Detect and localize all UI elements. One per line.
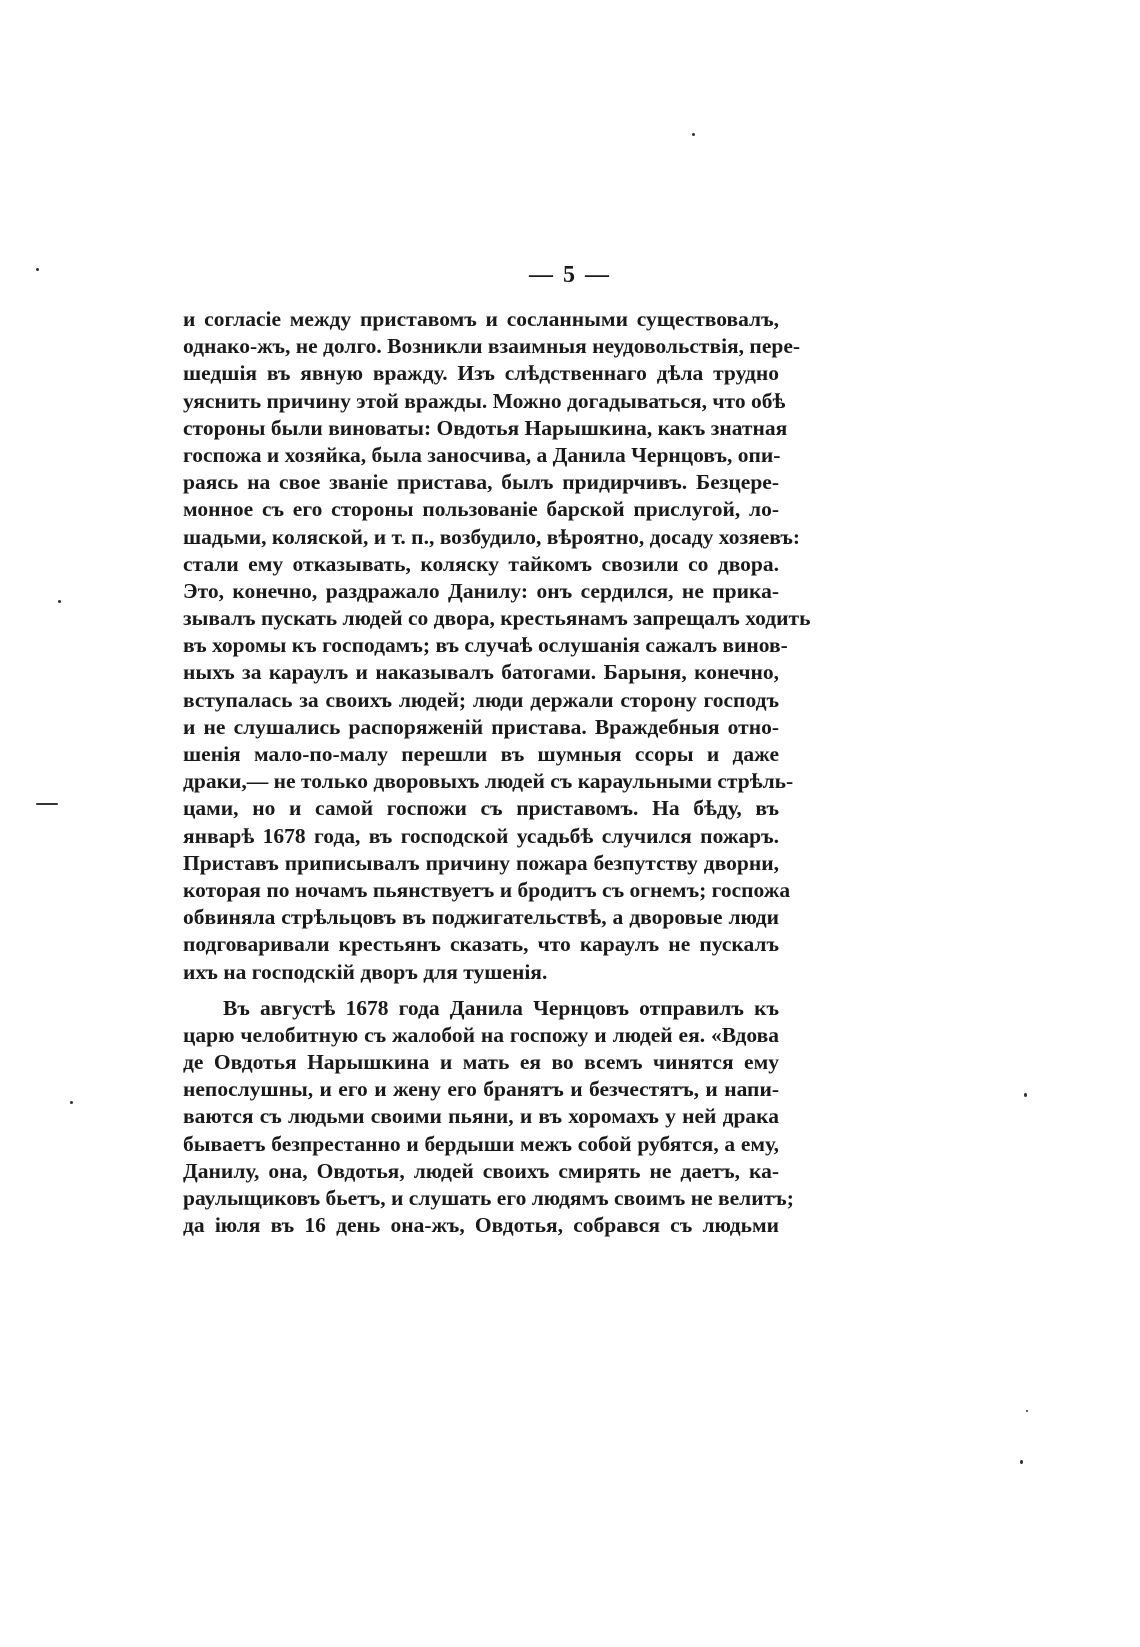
text-line: вступалась за своихъ людей; люди держали сторону господъ (183, 687, 779, 712)
text-line: шенія мало-по-малу перешли въ шумныя ссоры и даже (183, 742, 779, 766)
text-line: ваются съ людьми своими пьяни, и въ хоромахъ у ней драка (183, 1104, 779, 1129)
paragraph-2 (183, 995, 794, 1240)
scan-speck (1026, 1410, 1028, 1412)
text-line: да іюля въ 16 день она-жъ, Овдотья, собрався съ людьми (183, 1213, 779, 1238)
text-line: госпожа и хозяйка, была заносчива, а Данила Чернцовъ, опи- (183, 442, 781, 467)
text-line: зывалъ пускать людей со двора, крестьянамъ запрещалъ ходить (183, 606, 811, 631)
text-line: цами, но и самой госпожи съ приставомъ. На бѣду, въ (183, 796, 779, 821)
text-line: раясь на свое званіе пристава, былъ придирчивъ. Безцере- (183, 470, 779, 495)
text-line: Приставъ приписывалъ причину пожара безпутству дворни, (183, 850, 779, 875)
text-line: однако-жъ, не долго. Возникли взаимныя неудовольствія, пере- (183, 334, 801, 359)
page-number: — 5 — (529, 262, 611, 288)
text-line: которая по ночамъ пьянствуетъ и бродитъ съ огнемъ; госпожа (183, 877, 791, 902)
scan-speck (58, 600, 61, 603)
paragraph-gap (183, 986, 779, 995)
text-line: стали ему отказывать, коляску тайкомъ свозили со двора. (183, 551, 779, 576)
text-line: въ хоромы къ господамъ; въ случаѣ ослушанія сажалъ винов- (183, 633, 788, 658)
scan-speck (1024, 1093, 1027, 1097)
text-line: бываетъ безпрестанно и бердыши межъ собой рубятся, а ему, (183, 1131, 779, 1156)
text-line: Данилу, она, Овдотья, людей своихъ смирять не даетъ, ка- (183, 1158, 779, 1183)
text-line: драки,— не только дворовыхъ людей съ караульными стрѣль- (183, 769, 794, 794)
scan-speck (70, 1101, 73, 1104)
text-line: монное съ его стороны пользованіе барской прислугой, ло- (183, 497, 779, 522)
text-line: ихъ на господскій дворъ для тушенія. (183, 959, 548, 984)
text-line: и согласіе между приставомъ и сосланными существовалъ, (183, 307, 779, 331)
text-line: царю челобитную съ жалобой на госпожу и людей ея. «Вдова (183, 1022, 779, 1047)
paragraph-1 (183, 306, 811, 986)
text-line: стороны были виноваты: Овдотья Нарышкина, какъ знатная (183, 415, 788, 440)
text-line: шедшія въ явную вражду. Изъ слѣдственнаго дѣла трудно (183, 361, 779, 386)
text-line: обвиняла стрѣльцовъ въ поджигательствѣ, а дворовые люди (183, 905, 779, 930)
text-line: ныхъ за караулъ и наказывалъ батогами. Барыня, конечно, (183, 660, 779, 685)
body-text (183, 306, 811, 1239)
text-line: раулыщиковъ бьетъ, и слушать его людямъ своимъ не велитъ; (183, 1186, 794, 1210)
text-line: подговаривали крестьянъ сказать, что караулъ не пускалъ (183, 932, 779, 957)
text-line: Это, конечно, раздражало Данилу: онъ сердился, не прика- (183, 578, 779, 603)
scan-speck (36, 803, 58, 805)
text-line: Въ августѣ 1678 года Данила Чернцовъ отправилъ къ (223, 995, 779, 1020)
text-line: непослушны, и его и жену его бранятъ и безчестятъ, и напи- (183, 1077, 779, 1102)
text-line: шадьми, коляской, и т. п., возбудило, вѣроятно, досаду хозяевъ: (183, 524, 801, 549)
scan-speck (692, 133, 695, 136)
text-line: январѣ 1678 года, въ господской усадьбѣ случился пожаръ. (183, 823, 779, 848)
scan-speck (36, 268, 39, 271)
text-line: и не слушались распоряженій пристава. Враждебныя отно- (183, 714, 779, 739)
scan-speck (1020, 1460, 1023, 1464)
text-line: уяснить причину этой вражды. Можно догадываться, что обѣ (183, 388, 786, 413)
text-line: де Овдотья Нарышкина и мать ея во всемъ чинятся ему (183, 1050, 779, 1075)
